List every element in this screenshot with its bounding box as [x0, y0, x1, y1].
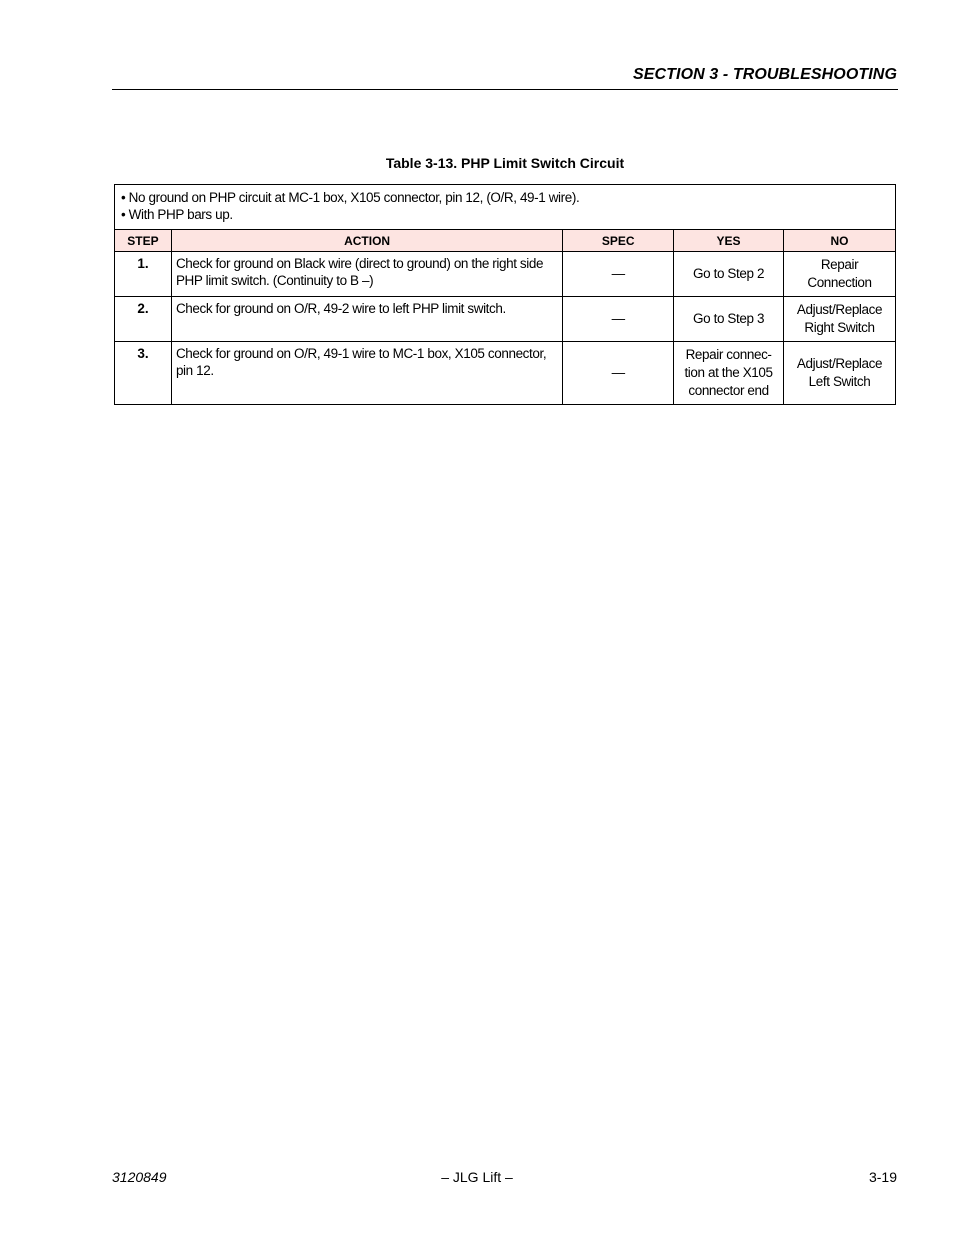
table-caption: Table 3-13. PHP Limit Switch Circuit	[385, 155, 625, 171]
spec-cell: —	[563, 297, 674, 342]
column-header-yes: YES	[674, 230, 784, 252]
column-header-no: NO	[784, 230, 896, 252]
troubleshooting-table	[114, 184, 896, 405]
action-cell: Check for ground on O/R, 49-2 wire to left PHP limit switch.	[171, 297, 562, 342]
header-rule	[112, 89, 898, 90]
condition-item: • No ground on PHP circuit at MC-1 box, X105 connector, pin 12, (O/R, 49-1 wire).	[121, 190, 580, 205]
conditions-cell	[115, 185, 896, 230]
spec-cell: —	[563, 342, 674, 405]
condition-item: • With PHP bars up.	[121, 207, 233, 222]
step-cell: 2.	[115, 297, 172, 342]
table-row	[115, 342, 896, 405]
document-number: 3120849	[112, 1169, 167, 1185]
section-title: SECTION 3 - TROUBLESHOOTING	[632, 66, 897, 83]
conditions-row	[115, 185, 896, 230]
yes-cell: Repair connec-tion at the X105 connector end	[674, 342, 784, 405]
table-row	[115, 297, 896, 342]
footer-brand: – JLG Lift –	[441, 1169, 513, 1185]
page-number: 3-19	[868, 1169, 897, 1185]
no-cell: Repair Connection	[784, 252, 896, 297]
column-header-action: ACTION	[171, 230, 562, 252]
step-cell: 1.	[115, 252, 172, 297]
step-cell: 3.	[115, 342, 172, 405]
yes-cell: Go to Step 2	[674, 252, 784, 297]
yes-cell: Go to Step 3	[674, 297, 784, 342]
table-header-row	[115, 230, 896, 252]
spec-cell: —	[563, 252, 674, 297]
action-cell: Check for ground on Black wire (direct to ground) on the right side PHP limit switch. (Continuity to B –)	[171, 252, 562, 297]
table-row	[115, 252, 896, 297]
column-header-spec: SPEC	[563, 230, 674, 252]
no-cell: Adjust/Replace Right Switch	[784, 297, 896, 342]
no-cell: Adjust/Replace Left Switch	[784, 342, 896, 405]
column-header-step: STEP	[115, 230, 172, 252]
action-cell: Check for ground on O/R, 49-1 wire to MC-1 box, X105 connector, pin 12.	[171, 342, 562, 405]
